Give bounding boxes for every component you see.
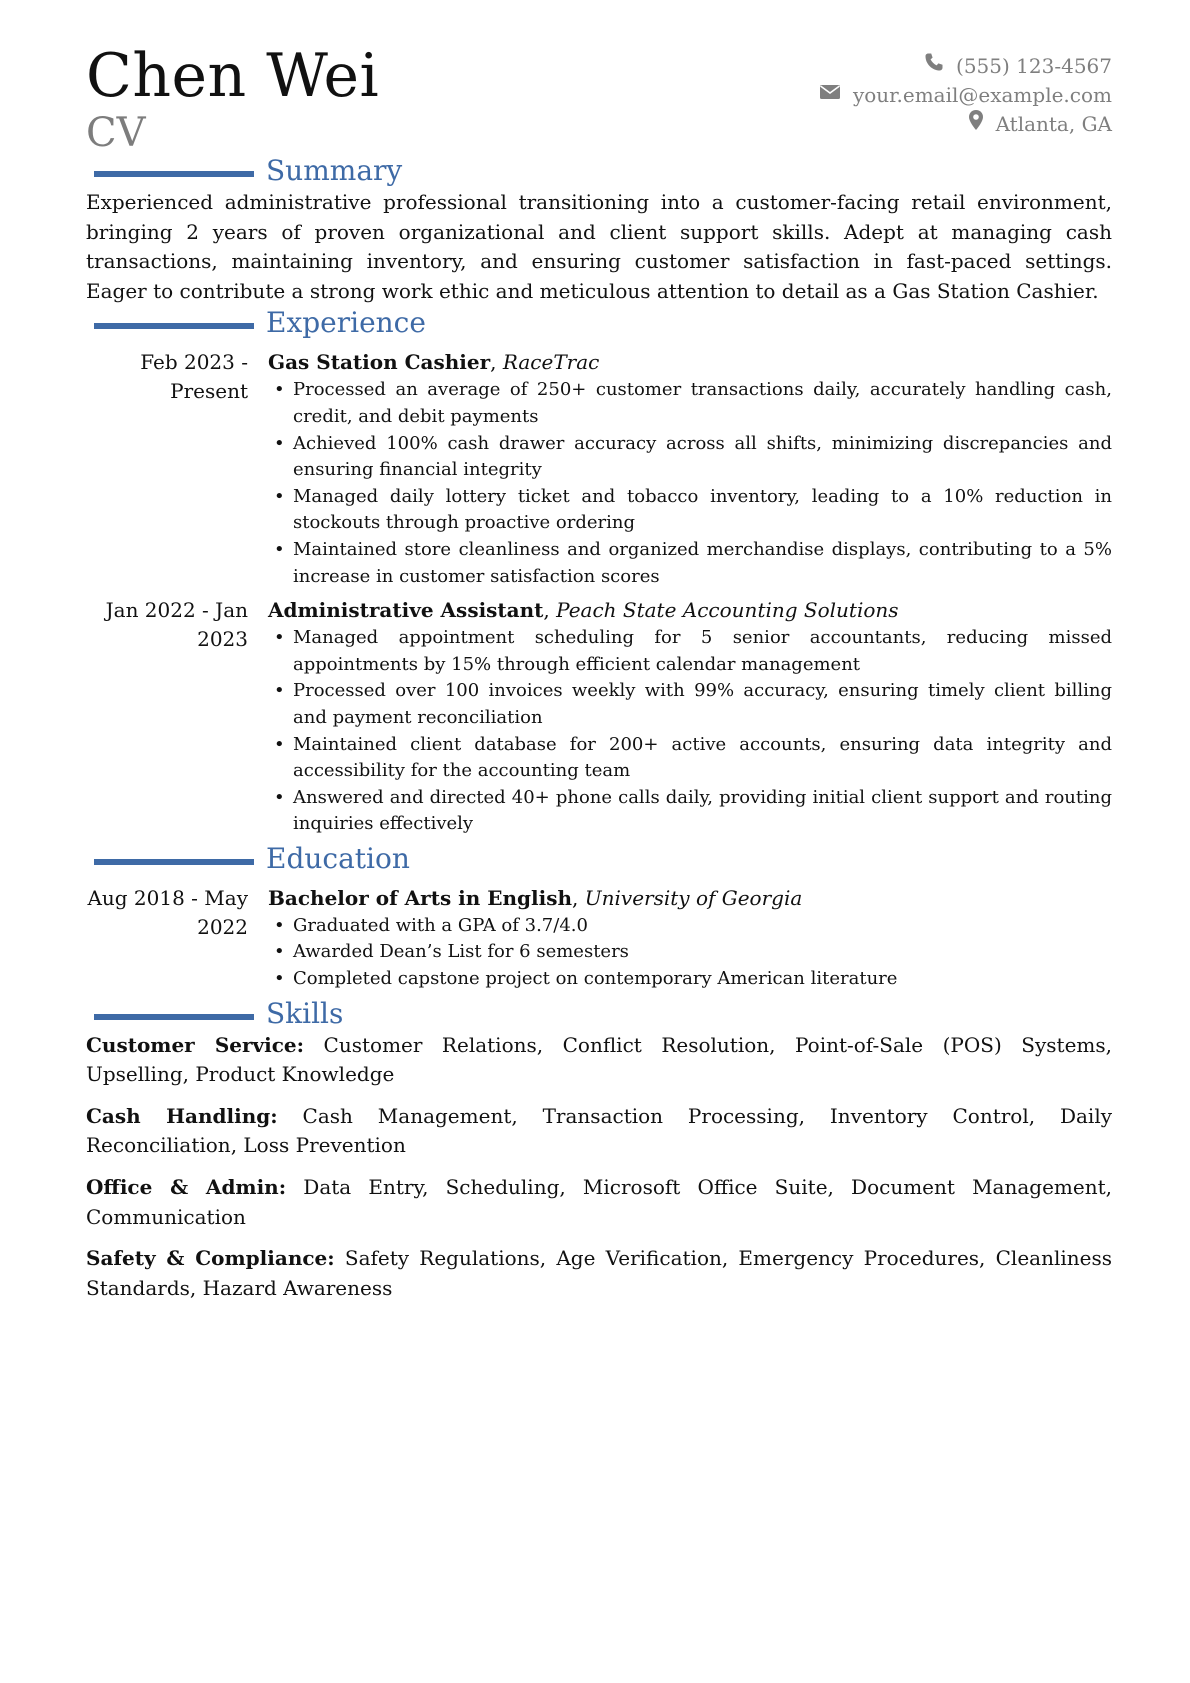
- candidate-name: Chen Wei: [86, 41, 380, 111]
- entry-date: Feb 2023 - Present: [140, 350, 248, 404]
- contact-location: Atlanta, GA: [995, 112, 1112, 136]
- list-item: • Completed capstone project on contemporary American literature: [268, 966, 1112, 993]
- phone-icon: [924, 51, 944, 80]
- contact-block: [819, 52, 1112, 139]
- list-item: • Answered and directed 40+ phone calls daily, providing initial client support and routing inquiries effectively: [268, 785, 1112, 838]
- entry-title: Administrative Assistant, Peach State Accounting Solutions: [268, 598, 899, 623]
- entry-date: Jan 2022 - Jan 2023: [105, 598, 248, 652]
- entry-bullet-list: [268, 625, 1112, 838]
- list-item: • Managed daily lottery ticket and tobacco inventory, leading to a 10% reduction in stockouts through proactive ordering: [268, 484, 1112, 537]
- skill-items: Cash Management, Transaction Processing, Inventory Control, Daily Reconciliation, Loss Prevention: [86, 1103, 1113, 1158]
- document-type-label: CV: [86, 110, 146, 156]
- skill-group: [86, 1173, 1112, 1232]
- resume-header: [86, 40, 1112, 158]
- section-title-education: Education: [266, 841, 410, 875]
- contact-phone[interactable]: (555) 123-4567: [956, 54, 1112, 78]
- summary-text: Experienced administrative professional transitioning into a customer-facing retail environment, bringing 2 years of proven organizational and client support skills. Adept at managing cash transactions, maintaining inventory, and ensuring customer satisfaction in fast-paced settings. Eager to contribute a strong work ethic and meticulous attention to detail as a Gas Station Cashier.: [86, 190, 1112, 303]
- section-rule: [94, 1014, 254, 1020]
- skill-category: Customer Service:: [86, 1032, 305, 1057]
- list-item: • Achieved 100% cash drawer accuracy across all shifts, minimizing discrepancies and ensuring financial integrity: [268, 431, 1112, 484]
- section-rule: [94, 171, 254, 177]
- list-item: • Maintained store cleanliness and organized merchandise displays, contributing to a 5% increase in customer satisfaction scores: [268, 537, 1112, 590]
- entry-role: Gas Station Cashier: [268, 350, 491, 375]
- section-title-experience: Experience: [266, 306, 426, 340]
- contact-email-row: [819, 81, 1112, 110]
- entry-body: [268, 596, 1112, 838]
- contact-phone-row: [819, 52, 1112, 81]
- skill-category: Safety & Compliance:: [86, 1246, 335, 1271]
- skill-category: Office & Admin:: [86, 1175, 287, 1200]
- envelope-icon: [819, 80, 841, 109]
- section-rule: [94, 859, 254, 865]
- skill-items: Data Entry, Scheduling, Microsoft Office Suite, Document Management, Communication: [86, 1175, 1112, 1229]
- entry-date: Aug 2018 - May 2022: [87, 885, 248, 939]
- skill-group: [86, 1031, 1112, 1090]
- entry-role: Administrative Assistant: [268, 598, 544, 623]
- skill-group: [86, 1102, 1112, 1161]
- experience-entry: [86, 596, 1112, 838]
- list-item: • Maintained client database for 200+ active accounts, ensuring data integrity and accessibility for the accounting team: [268, 732, 1112, 785]
- entry-organization: Peach State Accounting Solutions: [556, 598, 899, 623]
- entry-body: [268, 884, 1112, 993]
- list-item: • Processed an average of 250+ customer transactions daily, accurately handling cash, credit, and debit payments: [268, 377, 1112, 430]
- contact-email[interactable]: your.email@example.com: [852, 83, 1112, 107]
- skill-items: Safety Regulations, Age Verification, Emergency Procedures, Cleanliness Standards, Hazard Awareness: [86, 1246, 1112, 1300]
- resume-page: [86, 40, 1112, 1315]
- skills-section-heading: [86, 996, 1112, 1031]
- entry-bullet-list: [268, 913, 1112, 993]
- map-marker-icon: [968, 109, 984, 139]
- entry-title: Gas Station Cashier, RaceTrac: [268, 350, 600, 375]
- summary-section-heading: [86, 154, 1112, 188]
- experience-entry: [86, 348, 1112, 590]
- section-title-summary: Summary: [266, 154, 403, 187]
- contact-location-row: [819, 110, 1112, 139]
- experience-section-heading: [86, 306, 1112, 340]
- entry-bullet-list: [268, 377, 1112, 590]
- skill-category: Cash Handling:: [86, 1103, 278, 1128]
- entry-organization: RaceTrac: [502, 350, 600, 375]
- section-rule: [94, 323, 254, 329]
- entry-body: [268, 348, 1112, 590]
- list-item: • Graduated with a GPA of 3.7/4.0: [268, 913, 1112, 940]
- skill-group: [86, 1244, 1112, 1303]
- list-item: • Managed appointment scheduling for 5 senior accountants, reducing missed appointments by 15% through efficient calendar management: [268, 625, 1112, 678]
- section-title-skills: Skills: [266, 996, 344, 1030]
- entry-role: Bachelor of Arts in English: [268, 885, 573, 910]
- list-item: • Awarded Dean’s List for 6 semesters: [268, 939, 1112, 966]
- skills-list: [86, 1031, 1112, 1304]
- skill-items: Customer Relations, Conflict Resolution, Point-of-Sale (POS) Systems, Upselling, Product Knowledge: [86, 1032, 1112, 1087]
- education-entry: [86, 884, 1112, 993]
- list-item: • Processed over 100 invoices weekly with 99% accuracy, ensuring timely client billing and payment reconciliation: [268, 678, 1112, 731]
- entry-title: Bachelor of Arts in English, University of Georgia: [268, 885, 803, 910]
- education-section-heading: [86, 841, 1112, 876]
- entry-organization: University of Georgia: [584, 885, 803, 910]
